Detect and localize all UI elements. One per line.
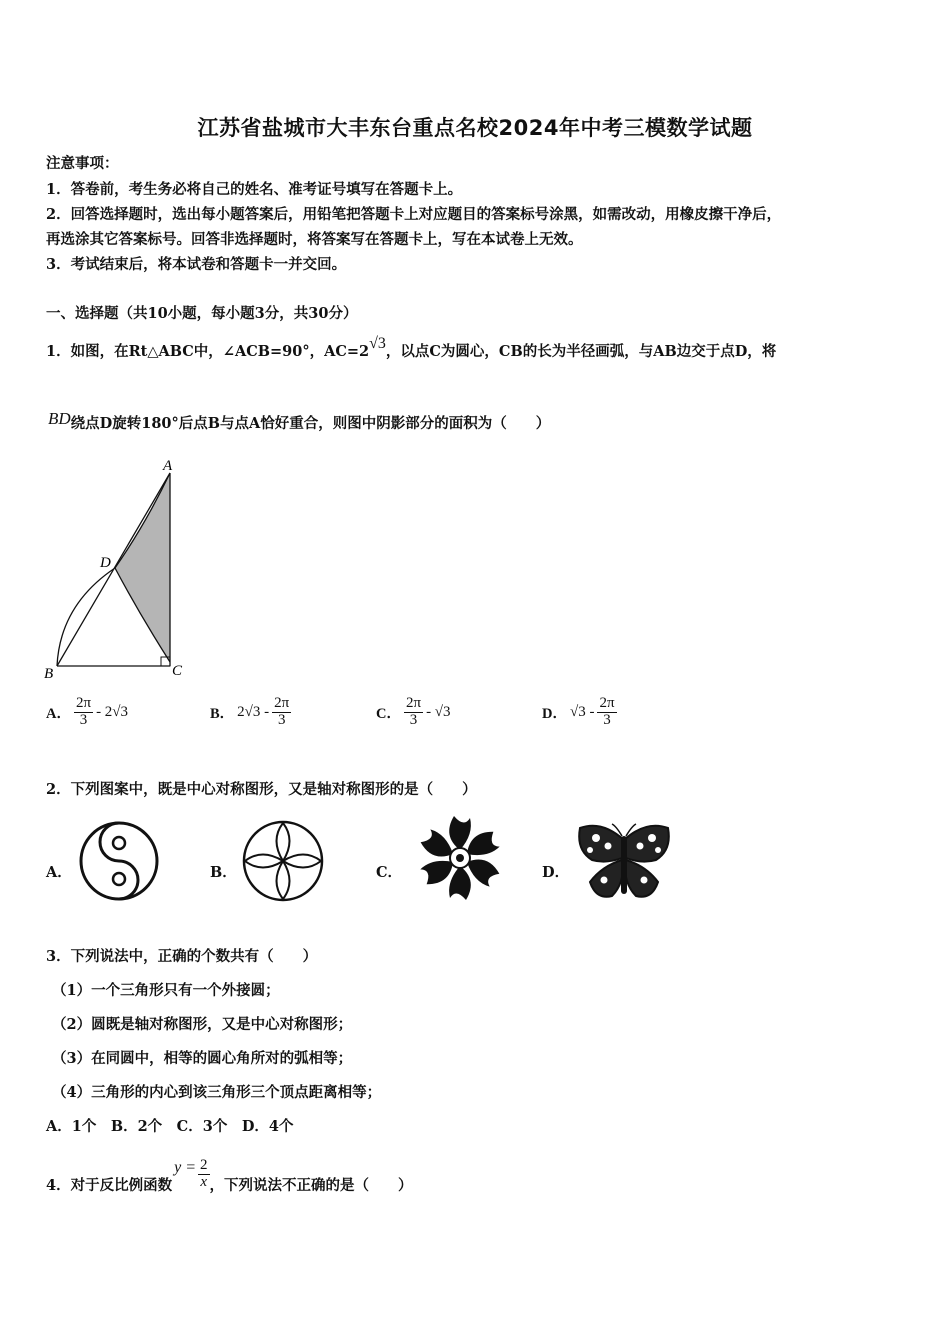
- notice-item-1: 1．答卷前，考生务必将自己的姓名、准考证号填写在答题卡上。: [46, 181, 463, 198]
- four-petal-circle-icon[interactable]: [240, 818, 338, 906]
- label-a: A: [163, 458, 173, 474]
- page-title: 江苏省盐城市大丰东台重点名校2024年中考三模数学试题: [197, 116, 753, 140]
- q1-option-d[interactable]: D． √3 - $\frac{2\pi}{3}$: [542, 695, 615, 728]
- q1-option-b[interactable]: B． 2√3 - $\frac{2\pi}{3}$: [210, 695, 290, 728]
- label-d: D: [100, 555, 111, 571]
- q1-line-2: 绕点D旋转180°后点B与点A恰好重合，则图中阴影部分的面积为（ ）: [70, 415, 551, 432]
- butterfly-icon[interactable]: [572, 820, 676, 906]
- q1-arc-bd: BD: [48, 409, 71, 428]
- q1-option-c[interactable]: C． $\frac{2\pi}{3}$ - √3: [376, 695, 451, 728]
- q2-option-d-label[interactable]: D．: [542, 864, 570, 881]
- q3-options[interactable]: A．1个 B．2个 C．3个 D．4个: [46, 1118, 294, 1135]
- q2-stem: 2．下列图案中，既是中心对称图形，又是轴对称图形的是（ ）: [46, 781, 477, 798]
- notice-heading: 注意事项：: [46, 155, 119, 172]
- q4-stem: [46, 1148, 413, 1195]
- q3-statement-4: （4）三角形的内心到该三角形三个顶点距离相等；: [52, 1084, 382, 1101]
- shaded-region: [115, 473, 170, 662]
- q1-part-1: 1．如图，在Rt△ABC中，∠ACB=90°，AC=2: [46, 343, 370, 360]
- q4-den: x: [200, 1174, 208, 1190]
- q4-part-2: ，下列说法不正确的是（ ）: [209, 1177, 413, 1194]
- q4-num: 2: [200, 1157, 208, 1174]
- q3-statement-3: （3）在同圆中，相等的圆心角所对的弧相等；: [52, 1050, 353, 1067]
- q3-statement-2: （2）圆既是轴对称图形，又是中心对称图形；: [52, 1016, 353, 1033]
- q1-sqrt3: √3: [369, 335, 386, 352]
- q1-stem-line-1: [46, 335, 777, 361]
- q4-y: y =: [174, 1158, 196, 1176]
- q2-option-c-label[interactable]: C．: [376, 864, 403, 881]
- q2-option-b-label[interactable]: B．: [210, 864, 237, 881]
- q2-option-a-label[interactable]: A．: [46, 864, 72, 881]
- q4-part-1: 4．对于反比例函数: [46, 1177, 173, 1194]
- q1-part-2: ，以点C为圆心，CB的长为半径画弧，与AB边交于点D，将: [385, 343, 777, 360]
- q3-statement-1: （1）一个三角形只有一个外接圆；: [52, 982, 280, 999]
- notice-item-2-line-1: 2．回答选择题时，选出每小题答案后，用铅笔把答题卡上对应题目的答案标号涂黑，如需改动，用橡皮擦干净后，: [46, 206, 782, 223]
- q1-option-a[interactable]: A． $\frac{2\pi}{3}$ - 2√3: [46, 695, 129, 728]
- pinwheel-flower-icon[interactable]: [408, 810, 512, 906]
- label-b: B: [44, 666, 54, 682]
- yin-yang-icon[interactable]: [76, 818, 166, 906]
- section-heading: 一、选择题（共10小题，每小题3分，共30分）: [46, 305, 358, 322]
- q1-stem-line-2: [48, 409, 551, 433]
- q3-stem: 3．下列说法中，正确的个数共有（ ）: [46, 948, 318, 965]
- notice-item-3: 3．考试结束后，将本试卷和答题卡一并交回。: [46, 256, 347, 273]
- notice-item-2-line-2: 再选涂其它答案标号。回答非选择题时，将答案写在答题卡上，写在本试卷上无效。: [46, 231, 583, 248]
- label-c: C: [172, 663, 183, 679]
- q1-triangle-figure: [40, 455, 200, 685]
